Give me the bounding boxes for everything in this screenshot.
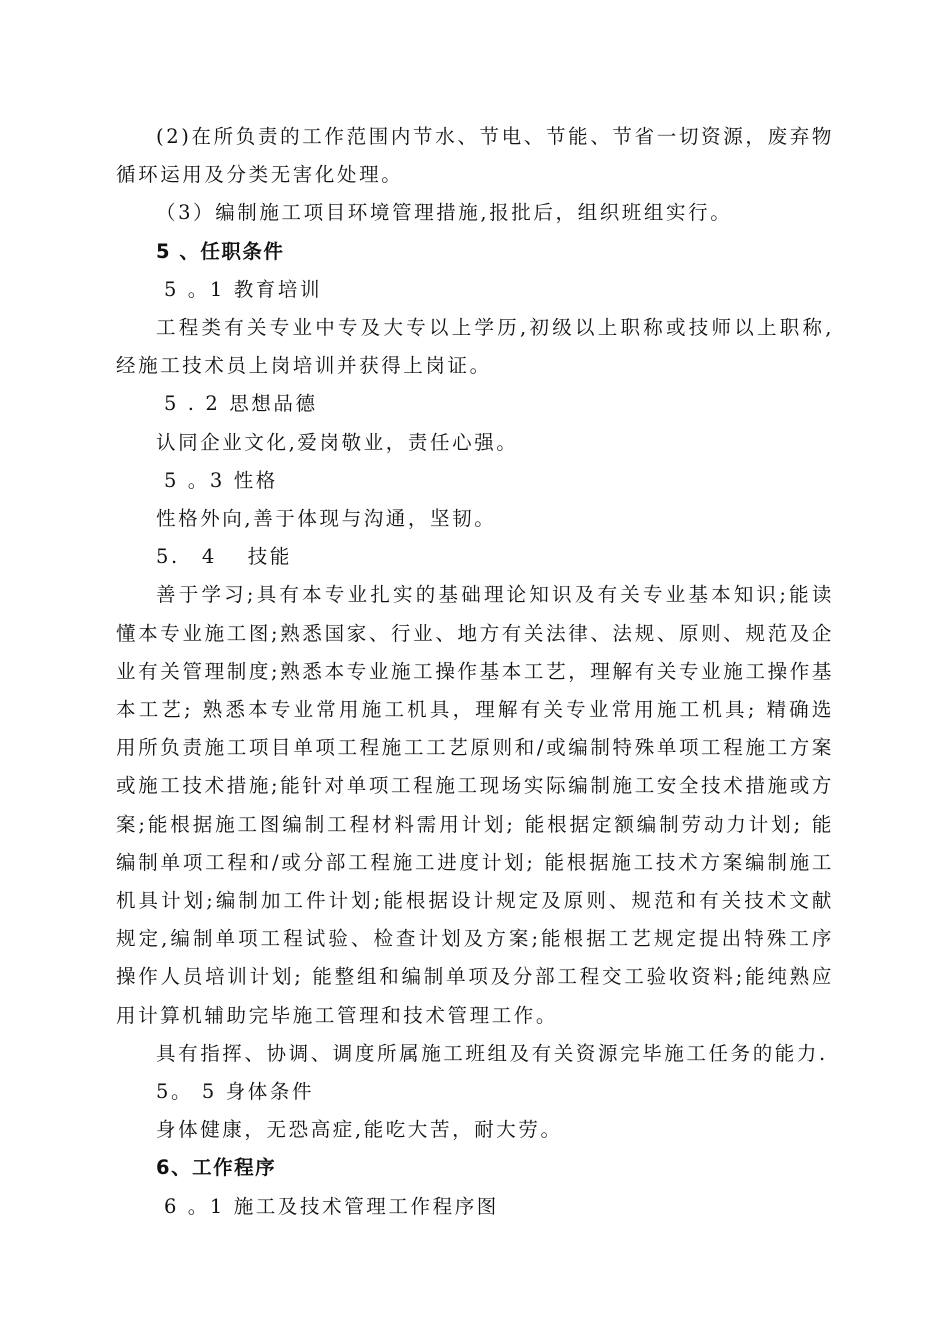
paragraph-education: 工程类有关专业中专及大专以上学历,初级以上职称或技师以上职称,经施工技术员上岗培训并获得上岗证。 — [116, 316, 834, 378]
paragraph-skills: 善于学习;具有本专业扎实的基础理论知识及有关专业基本知识;能读懂本专业施工图;熟悉国家、行业、地方有关法律、法规、原则、规范及企业有关管理制度;熟悉本专业施工操作基本工艺，理解有关专业施工操作基本工艺; 熟悉本专业常用施工机具，理解有关专业常用施工机具; 精确选用所负责施工项目单项工程施工工艺原则和/或编制特殊单项工程施工方案或施工技术措施;能针对单项工程施工现场实际编制施工安全技术措施或方案;能根据施工图编制工程材料需用计划; 能根据定额编制劳动力计划; 能编制单项工程和/或分部工程施工进度计划; 能根据施工技术方案编制施工机具计划;编制加工件计划;能根据设计规定及原则、规范和有关技术文献规定,编制单项工程试验、检查计划及方案;能根据工艺规定提出特殊工序操作人员培训计划; 能整组和编制单项及分部工程交工验收资料;能纯熟应用计算机辅助完毕施工管理和技术管理工作。 — [116, 583, 834, 1027]
paragraph-coordination: 具有指挥、协调、调度所属施工班组及有关资源完毕施工任务的能力. — [156, 1041, 828, 1065]
subsection-heading-skills: 5. 4 技能 — [156, 545, 293, 569]
subsection-heading-procedure-chart: 6 。1 施工及技术管理工作程序图 — [164, 1194, 499, 1218]
paragraph-morality: 认同企业文化,爱岗敬业，责任心强。 — [156, 430, 519, 454]
paragraph-resource-saving: (2)在所负责的工作范围内节水、节电、节能、节省一切资源，废弃物循环运用及分类无害化处理。 — [116, 125, 834, 187]
paragraph-environment-measures: （3）编制施工项目环境管理措施,报批后，组织班组实行。 — [156, 201, 733, 225]
subsection-heading-personality: 5 。3 性格 — [164, 468, 278, 492]
paragraph-physical: 身体健康，无恐高症,能吃大苦，耐大劳。 — [156, 1118, 563, 1142]
document-page — [116, 118, 834, 1226]
paragraph-personality: 性格外向,善于体现与沟通，坚韧。 — [156, 507, 497, 531]
subsection-heading-morality: 5 . 2 思想品德 — [164, 392, 318, 416]
subsection-heading-education: 5 。1 教育培训 — [164, 277, 323, 301]
section-heading-qualifications: 5 、任职条件 — [156, 239, 285, 263]
subsection-heading-physical: 5。 5 身体条件 — [156, 1080, 315, 1104]
section-heading-procedure: 6、工作程序 — [156, 1156, 277, 1180]
